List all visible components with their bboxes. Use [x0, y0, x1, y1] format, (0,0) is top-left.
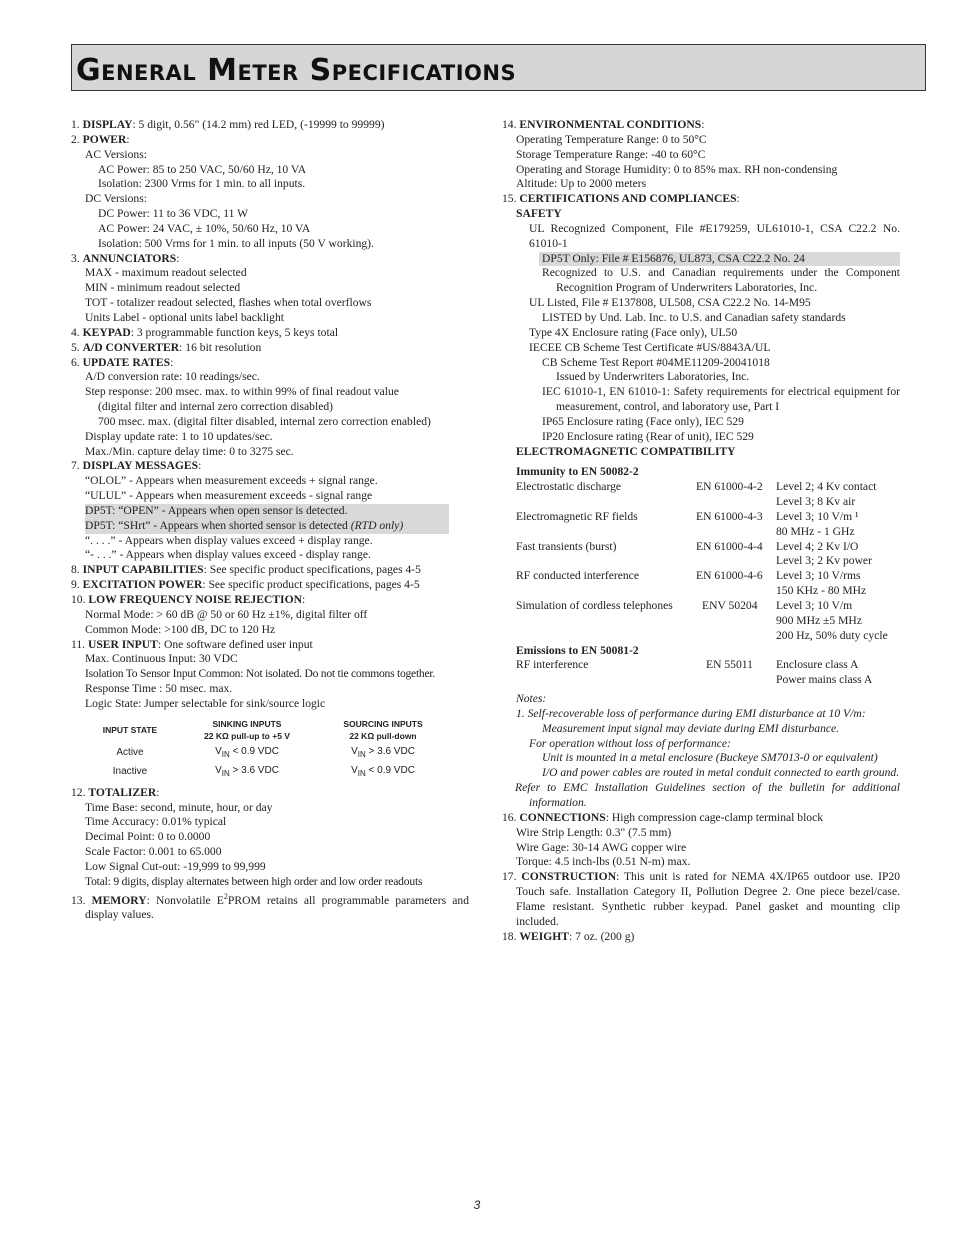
annunciator-item: MIN - minimum readout selected	[85, 281, 241, 295]
immunity-std: EN 61000-4-2	[696, 480, 763, 494]
cell-active-sink: $V_{IN} < 0.9$ VDC	[215, 745, 279, 759]
cell-active-source: $V_{IN} > 3.6$ VDC	[351, 745, 415, 759]
immunity-std: ENV 50204	[702, 599, 758, 612]
cert-issued: Issued by Underwriters Laboratories, Inc.	[556, 370, 750, 384]
immunity-levels: Level 2; 4 Kv contact Level 3; 8 Kv air	[776, 480, 877, 509]
connections-item: Wire Gage: 30-14 AWG copper wire	[516, 840, 687, 854]
cert-ul-listed: UL Listed, File # E137808, UL508, CSA C22.2 No. 14-M95	[529, 296, 811, 310]
notes-heading: Notes:	[516, 692, 547, 706]
safety-heading: SAFETY	[516, 207, 562, 221]
emissions-levels: Enclosure class A Power mains class A	[776, 658, 873, 687]
input-state-table	[83, 716, 449, 782]
immunity-levels: Level 3; 10 V/m 900 MHz ±5 MHz 200 Hz, 50% duty cycle	[776, 599, 888, 642]
note-1-cables: I/O and power cables are routed in metal conduit connected to earth ground.	[542, 766, 900, 780]
table-row	[516, 480, 888, 510]
noise-common-mode: Common Mode: >100 dB, DC to 120 Hz	[85, 622, 276, 636]
table-row	[516, 658, 888, 688]
immunity-levels: Level 4; 2 Kv I/O Level 3; 2 Kv power	[776, 539, 872, 568]
cell-inactive-source: $V_{IN} < 0.9$ VDC	[351, 764, 415, 778]
emissions-name: RF interference	[516, 658, 589, 672]
table-row	[83, 744, 449, 763]
spec-environmental: 14. ENVIRONMENTAL CONDITIONS:	[502, 118, 705, 131]
immunity-levels: Level 3; 10 V/m ¹ 80 MHz - 1 GHz	[776, 509, 859, 538]
cell-inactive: Inactive	[112, 766, 148, 778]
emissions-title: Emissions to EN 50081-2	[516, 643, 639, 657]
spec-certifications: 15. CERTIFICATIONS AND COMPLIANCES:	[502, 192, 740, 206]
immunity-std: EN 61000-4-3	[696, 509, 763, 523]
user-input-max: Max. Continuous Input: 30 VDC	[85, 652, 238, 666]
message-open-highlight: DP5T: “OPEN” - Appears when open sensor is detected.	[85, 504, 449, 519]
update-step-response-alt: 700 msec. max. (digital filter disabled, internal zero correction enabled)	[98, 414, 431, 428]
cert-listed-by: LISTED by Und. Lab. Inc. to U.S. and Canadian safety standards	[542, 310, 846, 324]
totalizer-item: Time Accuracy: 0.01% typical	[85, 815, 227, 829]
note-1: 1. Self-recoverable loss of performance during EMI disturbance at 10 V/m:	[516, 706, 866, 720]
annunciator-item: Units Label - optional units label backlight	[85, 310, 284, 324]
emissions-std: EN 55011	[706, 658, 753, 672]
spec-update-rates: 6. UPDATE RATES:	[71, 355, 174, 369]
immunity-std: EN 61000-4-6	[696, 569, 763, 583]
totalizer-item: Time Base: second, minute, hour, or day	[85, 800, 273, 814]
update-step-response: Step response: 200 msec. max. to within 99% of final readout value	[85, 385, 399, 399]
update-step-response-note: (digital filter and internal zero correction disabled)	[98, 400, 333, 414]
cert-iecee: IECEE CB Scheme Test Certificate #US/8843A/UL	[529, 340, 771, 354]
th-input-state: INPUT STATE	[102, 724, 158, 735]
power-ac-power: AC Power: 85 to 250 VAC, 50/60 Hz, 10 VA	[98, 162, 307, 176]
cert-dp5t-highlight: DP5T Only: File # E156876, UL873, CSA C22.2 No. 24	[539, 252, 900, 267]
spec-ad-converter: 5. A/D CONVERTER: 16 bit resolution	[71, 340, 262, 354]
table-row	[516, 540, 888, 570]
title-banner	[71, 44, 926, 91]
cert-type4x: Type 4X Enclosure rating (Face only), UL50	[529, 325, 738, 339]
user-input-isolation: Isolation To Sensor Input Common: Not isolated. Do not tie commons together.	[85, 667, 435, 681]
env-item: Altitude: Up to 2000 meters	[516, 177, 647, 191]
connections-item: Torque: 4.5 inch-lbs (0.51 N-m) max.	[516, 855, 691, 869]
page-title: General Meter Specifications	[76, 53, 517, 88]
immunity-name: Simulation of cordless telephones	[516, 599, 673, 612]
spec-user-input: 11. USER INPUT: One software defined user input	[71, 637, 313, 651]
table-row	[516, 569, 888, 599]
spec-excitation-power: 9. EXCITATION POWER: See specific product specifications, pages 4-5	[71, 578, 420, 592]
table-row	[516, 510, 888, 540]
immunity-name: Fast transients (burst)	[516, 539, 617, 553]
env-item: Operating and Storage Humidity: 0 to 85% max. RH non-condensing	[516, 162, 838, 176]
cert-ul-recognized: UL Recognized Component, File #E179259, UL61010-1, CSA C22.2 No. 61010-1	[529, 221, 900, 250]
th-sinking-inputs: SINKING INPUTS 22 KΩ pull-up to +5 V	[204, 718, 290, 741]
message-olol: “OLOL” - Appears when measurement exceeds + signal range.	[85, 474, 378, 488]
spec-input-capabilities: 8. INPUT CAPABILITIES: See specific product specifications, pages 4-5	[71, 563, 421, 577]
env-item: Operating Temperature Range: 0 to 50°C	[516, 132, 707, 146]
power-ac-isolation: Isolation: 2300 Vrms for 1 min. to all inputs.	[98, 177, 306, 191]
cert-cb-report: CB Scheme Test Report #04ME11209-20041018	[542, 355, 770, 369]
spec-weight: 18. WEIGHT: 7 oz. (200 g)	[502, 929, 635, 943]
message-dots-negative: “- . . .” - Appears when display values exceed - display range.	[85, 548, 371, 562]
emc-heading: ELECTROMAGNETIC COMPATIBILITY	[516, 444, 736, 458]
update-maxmin-delay: Max./Min. capture delay time: 0 to 3275 sec.	[85, 444, 294, 458]
spec-display: 1. DISPLAY: 5 digit, 0.56" (14.2 mm) red LED, (-19999 to 99999)	[71, 118, 385, 131]
right-column	[502, 118, 900, 944]
totalizer-item: Scale Factor: 0.001 to 65.000	[85, 845, 222, 859]
left-column	[71, 118, 469, 923]
spec-keypad: 4. KEYPAD: 3 programmable function keys, 5 keys total	[71, 325, 339, 339]
note-1-enclosure: Unit is mounted in a metal enclosure (Buckeye SM7013-0 or equivalent)	[542, 751, 878, 765]
totalizer-item: Low Signal Cut-out: -19,999 to 99,999	[85, 859, 266, 873]
cert-ip65: IP65 Enclosure rating (Face only), IEC 529	[542, 414, 744, 428]
immunity-levels: Level 3; 10 V/rms 150 KHz - 80 MHz	[776, 569, 867, 598]
cell-active: Active	[116, 747, 144, 759]
cell-inactive-sink: $V_{IN} > 3.6$ VDC	[215, 764, 279, 778]
totalizer-item: Decimal Point: 0 to 0.0000	[85, 830, 211, 844]
cert-iec61010: IEC 61010-1, EN 61010-1: Safety requirements for electrical equipment for measurement, control, and laboratory use, Part I	[542, 385, 900, 414]
cert-recognized: Recognized to U.S. and Canadian requirements under the Component Recognition Program of Underwriters Laboratories, Inc.	[542, 266, 900, 295]
spec-noise-rejection: 10. LOW FREQUENCY NOISE REJECTION:	[71, 593, 306, 606]
spec-connections: 16. CONNECTIONS: High compression cage-clamp terminal block	[502, 810, 824, 824]
spec-power: 2. POWER:	[71, 132, 130, 146]
cert-ip20: IP20 Enclosure rating (Rear of unit), IEC 529	[542, 429, 754, 443]
user-input-response: Response Time : 50 msec. max.	[85, 682, 233, 696]
power-dc-power: DC Power: 11 to 36 VDC, 11 W	[98, 207, 249, 221]
note-refer: Refer to EMC Installation Guidelines section of the bulletin for additional information.	[515, 781, 900, 809]
immunity-table	[516, 465, 888, 688]
power-dc-isolation: Isolation: 500 Vrms for 1 min. to all inputs (50 V working).	[98, 236, 374, 250]
spec-annunciators: 3. ANNUNCIATORS:	[71, 251, 180, 265]
immunity-name: Electrostatic discharge	[516, 480, 622, 494]
table-row	[83, 763, 449, 782]
annunciator-item: TOT - totalizer readout selected, flashes when total overflows	[85, 296, 372, 310]
immunity-std: EN 61000-4-4	[696, 539, 763, 553]
update-ad-rate: A/D conversion rate: 10 readings/sec.	[85, 370, 260, 384]
immunity-name: RF conducted interference	[516, 569, 639, 583]
totalizer-item: Total: 9 digits, display alternates between high order and low order readouts	[85, 874, 423, 888]
noise-normal-mode: Normal Mode: > 60 dB @ 50 or 60 Hz ±1%, digital filter off	[85, 607, 368, 621]
immunity-name: Electromagnetic RF fields	[516, 509, 638, 523]
connections-item: Wire Strip Length: 0.3" (7.5 mm)	[516, 825, 672, 839]
spec-totalizer: 12. TOTALIZER:	[71, 785, 160, 799]
power-ac-versions: AC Versions:	[85, 147, 147, 161]
page-number: 3	[473, 1198, 481, 1212]
note-1-operation: For operation without loss of performance:	[529, 736, 731, 750]
table-header-row	[83, 716, 449, 744]
user-input-logic: Logic State: Jumper selectable for sink/source logic	[85, 696, 326, 710]
env-item: Storage Temperature Range: -40 to 60°C	[516, 147, 706, 161]
immunity-title: Immunity to EN 50082-2	[516, 465, 639, 479]
message-dots-positive: “. . . .” - Appears when display values exceed + display range.	[85, 533, 373, 547]
power-dc-versions: DC Versions:	[85, 192, 147, 206]
spec-construction: 17. CONSTRUCTION: This unit is rated for NEMA 4X/IP65 outdoor use. IP20 Touch safe. Installation Category II, Pollution Degree 2. One piece bezel/case. Flame resistant. Synthetic rubber keypad. Panel gasket and mounting clip included.	[502, 870, 900, 928]
message-shrt-highlight: DP5T: “SHrt” - Appears when shorted sensor is detected (RTD only)	[85, 519, 449, 534]
note-1-detail: Measurement input signal may deviate during EMI disturbance.	[542, 721, 840, 735]
spec-display-messages: 7. DISPLAY MESSAGES:	[71, 459, 202, 473]
th-sourcing-inputs: SOURCING INPUTS 22 KΩ pull-down	[343, 718, 423, 741]
message-ulul: “ULUL” - Appears when measurement exceeds - signal range	[85, 489, 373, 503]
power-dc-ac-power: AC Power: 24 VAC, ± 10%, 50/60 Hz, 10 VA	[98, 221, 311, 235]
table-row	[516, 599, 888, 644]
annunciator-item: MAX - maximum readout selected	[85, 266, 247, 280]
update-display-rate: Display update rate: 1 to 10 updates/sec.	[85, 429, 273, 443]
spec-memory: 13. MEMORY: Nonvolatile $E^2PROM$ retains all programmable parameters and display values.	[71, 891, 470, 922]
